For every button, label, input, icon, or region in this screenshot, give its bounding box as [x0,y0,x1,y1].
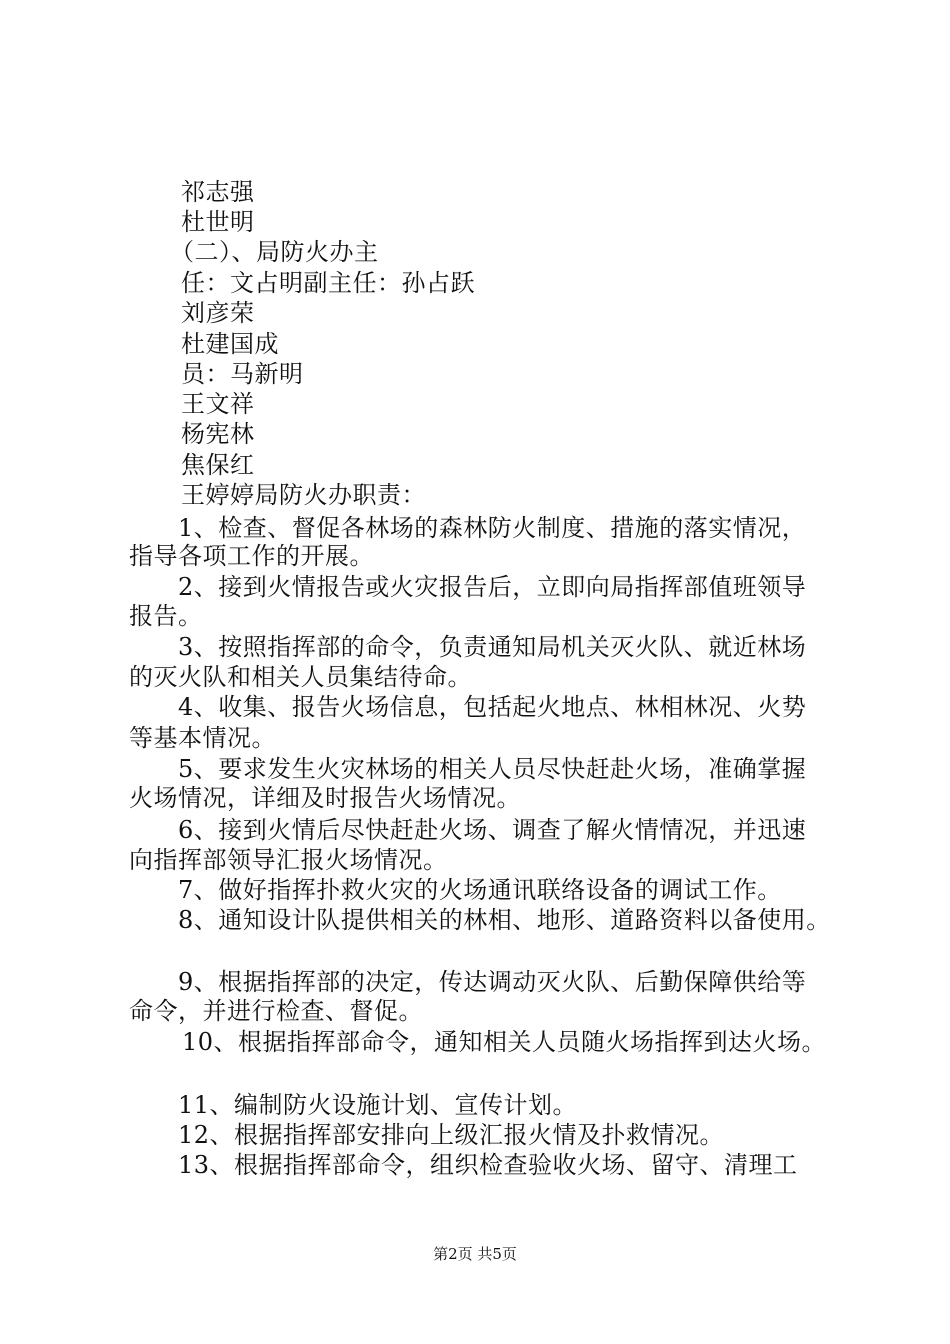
duty-line: 的灭火队和相关人员集结待命。 [129,663,472,691]
text-line: 杜世明 [181,208,255,236]
text-line: 员：马新明 [181,360,304,388]
duty-line: 11、编制防火设施计划、宣传计划。 [178,1091,578,1119]
duty-line: 报告。 [129,602,203,630]
duty-line: 8、通知设计队提供相关的林相、地形、道路资料以备使用。 [178,906,831,934]
duty-line: 命令，并进行检查、督促。 [129,997,423,1025]
duty-line: 向指挥部领导汇报火场情况。 [129,846,448,874]
duty-line: 5、要求发生火灾林场的相关人员尽快赶赴火场，准确掌握 [178,755,807,783]
duty-line: 指导各项工作的开展。 [129,542,374,570]
duty-line: 9、根据指挥部的决定，传达调动灭火队、后勤保障供给等 [178,968,807,996]
text-line: 刘彦荣 [181,299,255,327]
duty-line: 等基本情况。 [129,724,276,752]
text-line: 王婷婷局防火办职责： [181,481,426,509]
duty-line: 13、根据指挥部命令，组织检查验收火场、留守、清理工 [178,1151,798,1179]
text-line: （二）、局防火办主 [170,238,379,266]
duty-line: 7、做好指挥扑救火灾的火场通讯联络设备的调试工作。 [178,876,782,904]
text-line: 杨宪林 [181,420,255,448]
duty-line: 6、接到火情后尽快赶赴火场、调查了解火情情况，并迅速 [178,816,807,844]
duty-line: 4、收集、报告火场信息，包括起火地点、林相林况、火势 [178,693,807,721]
text-line: 任：文占明副主任：孙占跃 [181,269,475,297]
page-footer: 第2页 共5页 [433,1245,517,1263]
duty-line: 3、按照指挥部的命令，负责通知局机关灭火队、就近林场 [178,633,807,661]
duty-line: 12、根据指挥部安排向上级汇报火情及扑救情况。 [178,1121,725,1149]
duty-line: 1、检查、督促各林场的森林防火制度、措施的落实情况， [178,514,807,542]
duty-line: 2、接到火情报告或火灾报告后，立即向局指挥部值班领导 [178,573,807,601]
text-line: 焦保红 [181,451,255,479]
duty-line: 火场情况，详细及时报告火场情况。 [129,784,521,812]
text-line: 杜建国成 [181,330,279,358]
text-line: 祁志强 [181,178,255,206]
text-line: 王文祥 [181,390,255,418]
duty-line: 10、根据指挥部命令，通知相关人员随火场指挥到达火场。 [182,1028,827,1056]
